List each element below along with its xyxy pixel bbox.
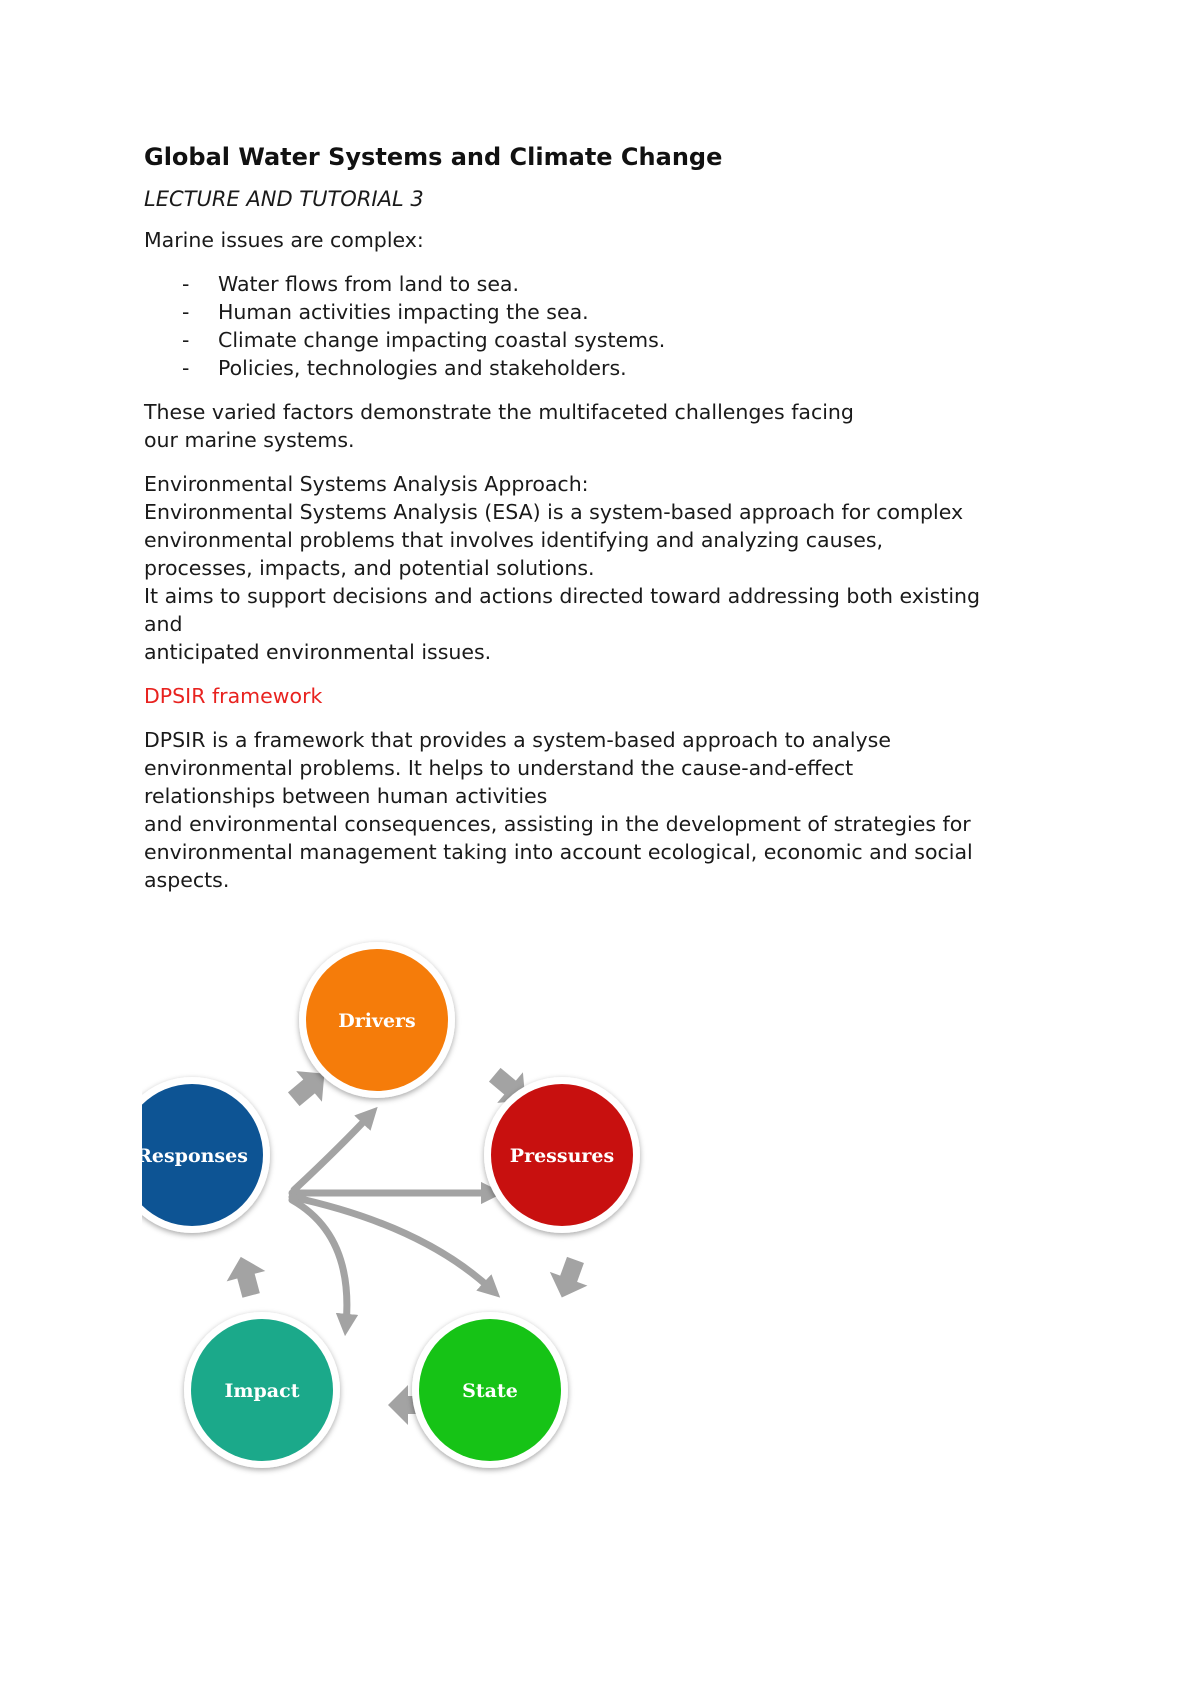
dash-bullet: - bbox=[182, 272, 190, 296]
list-item-text: Human activities impacting the sea. bbox=[218, 300, 589, 324]
dash-bullet: - bbox=[182, 356, 190, 380]
paragraph-line: Environmental Systems Analysis (ESA) is a system-based approach for complex bbox=[144, 500, 964, 524]
response-influence-arrows bbox=[292, 1115, 492, 1325]
node-label-responses: Responses bbox=[142, 1145, 248, 1167]
node-drivers bbox=[299, 942, 455, 1098]
complexity-list bbox=[144, 270, 1064, 382]
list-item-text: Climate change impacting coastal systems. bbox=[218, 328, 666, 352]
response-to-drivers-arrow bbox=[294, 1115, 370, 1190]
list-item bbox=[144, 270, 1064, 298]
esa-paragraph bbox=[144, 470, 1064, 666]
paragraph-line: aspects. bbox=[144, 868, 230, 892]
paragraph-line: DPSIR is a framework that provides a system-based approach to analyse bbox=[144, 728, 891, 752]
paragraph-line: Environmental Systems Analysis Approach: bbox=[144, 472, 589, 496]
arrow-shape bbox=[543, 1253, 594, 1304]
node-state bbox=[412, 1312, 568, 1468]
node-impact bbox=[184, 1312, 340, 1468]
node-label-drivers: Drivers bbox=[338, 1010, 416, 1032]
dash-bullet: - bbox=[182, 328, 190, 352]
node-responses bbox=[142, 1077, 270, 1233]
node-pressures bbox=[484, 1077, 640, 1233]
cycle-arrow-impact-responses bbox=[221, 1252, 270, 1301]
cycle-arrow-pressures-state bbox=[543, 1253, 594, 1304]
document-subtitle: LECTURE AND TUTORIAL 3 bbox=[144, 187, 424, 211]
document-title: Global Water Systems and Climate Change bbox=[144, 143, 723, 171]
list-item bbox=[144, 298, 1064, 326]
response-to-state-arrow bbox=[292, 1197, 492, 1290]
paragraph-line: It aims to support decisions and actions directed toward addressing both existing bbox=[144, 584, 981, 608]
paragraph-line: environmental management taking into account ecological, economic and social bbox=[144, 840, 973, 864]
dpsir-paragraph bbox=[144, 726, 1064, 894]
paragraph-line: and bbox=[144, 612, 183, 636]
dpsir-heading: DPSIR framework bbox=[144, 684, 323, 708]
paragraph-line: These varied factors demonstrate the multifaceted challenges facing bbox=[144, 400, 854, 424]
arrow-shape bbox=[221, 1252, 270, 1301]
dash-bullet: - bbox=[182, 300, 190, 324]
paragraph-line: and environmental consequences, assisting in the development of strategies for bbox=[144, 812, 971, 836]
paragraph-line: processes, impacts, and potential solutions. bbox=[144, 556, 595, 580]
paragraph-line: anticipated environmental issues. bbox=[144, 640, 492, 664]
node-label-impact: Impact bbox=[224, 1380, 300, 1402]
response-to-impact-arrow bbox=[292, 1200, 347, 1325]
document-page bbox=[144, 140, 1064, 910]
dpsir-cycle-svg bbox=[142, 935, 702, 1495]
dpsir-diagram bbox=[142, 935, 702, 1495]
paragraph-line: environmental problems. It helps to understand the cause-and-effect bbox=[144, 756, 854, 780]
list-item-text: Water flows from land to sea. bbox=[218, 272, 520, 296]
list-item-text: Policies, technologies and stakeholders. bbox=[218, 356, 627, 380]
paragraph-line: environmental problems that involves identifying and analyzing causes, bbox=[144, 528, 884, 552]
node-label-state: State bbox=[462, 1380, 518, 1402]
factors-paragraph bbox=[144, 398, 1064, 454]
intro-text: Marine issues are complex: bbox=[144, 228, 424, 252]
node-label-pressures: Pressures bbox=[509, 1145, 615, 1167]
list-item bbox=[144, 326, 1064, 354]
list-item bbox=[144, 354, 1064, 382]
paragraph-line: our marine systems. bbox=[144, 428, 355, 452]
paragraph-line: relationships between human activities bbox=[144, 784, 548, 808]
